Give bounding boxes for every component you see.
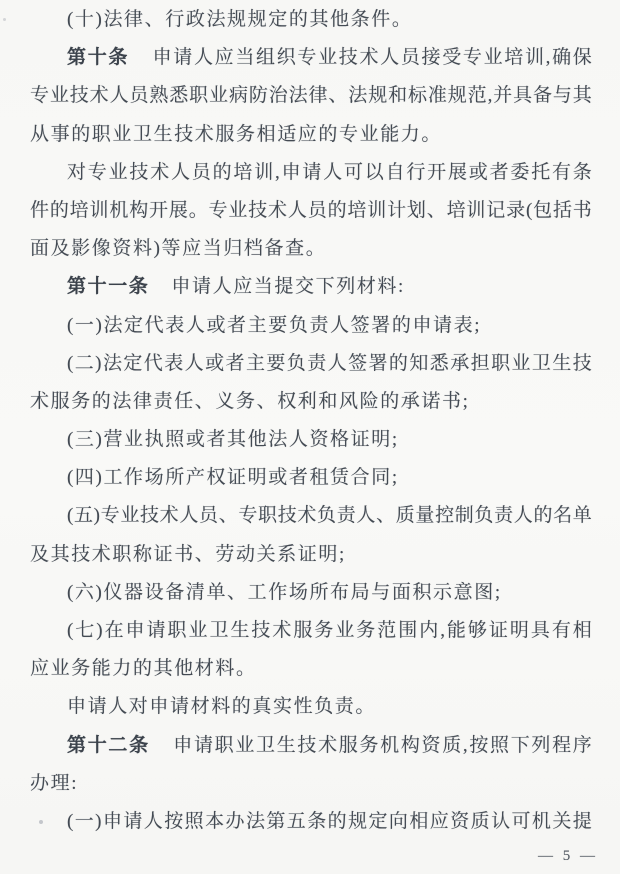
text-run: (三)营业执照或者其他法人资格证明; bbox=[67, 429, 399, 451]
text-run: 办理: bbox=[30, 772, 79, 794]
text-line bbox=[30, 612, 592, 650]
text-run: 从事的职业卫生技术服务相适应的专业能力。 bbox=[30, 123, 443, 145]
text-line bbox=[30, 803, 592, 841]
article-number: 第十二条 bbox=[67, 734, 150, 756]
text-run: 面及影像资料)等应当归档备查。 bbox=[30, 238, 327, 260]
text-run: (二)法定代表人或者主要负责人签署的知悉承担职业卫生技 bbox=[67, 352, 592, 374]
text-line bbox=[30, 688, 592, 726]
text-line bbox=[30, 421, 592, 459]
text-run: (一)法定代表人或者主要负责人签署的申请表; bbox=[67, 314, 482, 336]
text-line bbox=[30, 154, 592, 192]
text-run: 对专业技术人员的培训,申请人可以自行开展或者委托有条 bbox=[67, 161, 592, 183]
text-run: (七)在申请职业卫生技术服务业务范围内,能够证明具有相 bbox=[67, 620, 592, 641]
text-line bbox=[30, 727, 592, 765]
text-run: 申请人对申请材料的真实性负责。 bbox=[67, 696, 377, 718]
text-line bbox=[30, 536, 592, 574]
article-number: 第十一条 bbox=[67, 276, 150, 298]
document-body bbox=[30, 1, 592, 841]
scan-speck bbox=[39, 820, 43, 824]
text-run: 申请人应当组织专业技术人员接受专业培训,确保 bbox=[151, 47, 592, 69]
text-run: 申请职业卫生技术服务机构资质,按照下列程序 bbox=[171, 734, 592, 756]
text-line bbox=[30, 77, 592, 115]
text-run: (十)法律、行政法规规定的其他条件。 bbox=[67, 9, 413, 30]
text-run: 申请人应当提交下列材料: bbox=[171, 276, 405, 298]
article-number: 第十条 bbox=[67, 47, 130, 69]
text-line bbox=[30, 765, 592, 803]
text-run: (一)申请人按照本办法第五条的规定向相应资质认可机关提 bbox=[67, 810, 592, 832]
text-line bbox=[30, 497, 592, 535]
text-run: 术服务的法律责任、义务、权利和风险的承诺书; bbox=[30, 390, 470, 412]
text-run: 应业务能力的其他材料。 bbox=[30, 658, 257, 680]
text-line bbox=[30, 650, 592, 688]
text-run: (六)仪器设备清单、工作场所布局与面积示意图; bbox=[67, 581, 502, 603]
text-run: 专业技术人员熟悉职业病防治法律、法规和标准规范,并具备与其 bbox=[30, 85, 592, 107]
text-line bbox=[30, 230, 592, 268]
scan-speck bbox=[3, 18, 6, 21]
text-run: 件的培训机构开展。专业技术人员的培训计划、培训记录(包括书 bbox=[30, 199, 592, 221]
text-line bbox=[30, 459, 592, 497]
text-line bbox=[30, 1, 592, 39]
text-line bbox=[30, 383, 592, 421]
text-line bbox=[30, 116, 592, 154]
text-run: (四)工作场所产权证明或者租赁合同; bbox=[67, 467, 399, 489]
text-line bbox=[30, 268, 592, 306]
page-number: — 5 — bbox=[538, 848, 598, 864]
text-run: (五)专业技术人员、专职技术负责人、质量控制负责人的名单 bbox=[67, 505, 592, 527]
text-line bbox=[30, 192, 592, 230]
text-run: 及其技术职称证书、劳动关系证明; bbox=[30, 543, 346, 565]
text-line bbox=[30, 345, 592, 383]
text-line bbox=[30, 39, 592, 77]
text-line bbox=[30, 574, 592, 612]
text-line bbox=[30, 307, 592, 345]
